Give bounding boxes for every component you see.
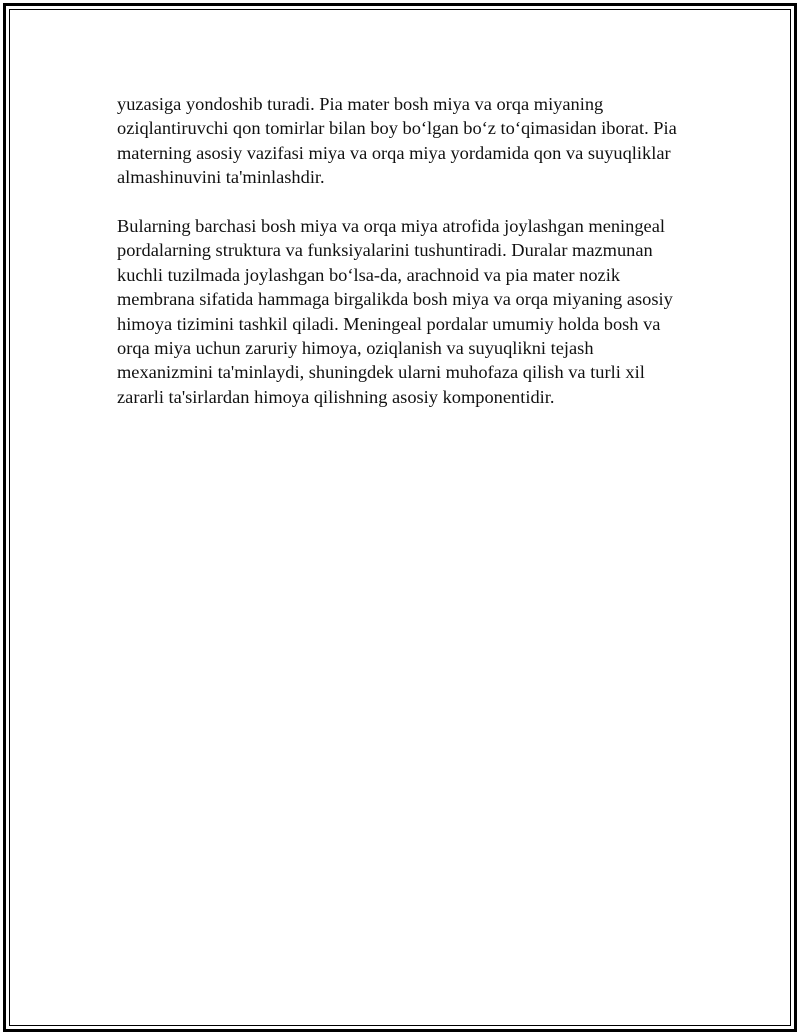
paragraph-spacer	[117, 190, 697, 214]
text-line: zararli ta'sirlardan himoya qilishning asosiy komponentidir.	[117, 386, 555, 407]
text-line: materning asosiy vazifasi miya va orqa miya yordamida qon va suyuqliklar	[117, 142, 671, 163]
text-line: himoya tizimini tashkil qiladi. Meningeal pordalar umumiy holda bosh va	[117, 313, 661, 334]
text-line: Bularning barchasi bosh miya va orqa miya atrofida joylashgan meningeal	[117, 216, 665, 237]
text-line: orqa miya uchun zaruriy himoya, oziqlanish va suyuqlikni tejash	[117, 338, 594, 359]
paragraph-1	[117, 92, 697, 190]
document-body	[117, 92, 697, 409]
text-line: yuzasiga yondoshib turadi. Pia mater bosh miya va orqa miyaning	[117, 94, 604, 114]
text-line: pordalarning struktura va funksiyalarini tushuntiradi. Duralar mazmunan	[117, 240, 653, 261]
text-line: almashinuvini ta'minlashdir.	[117, 167, 325, 188]
text-line: membrana sifatida hammaga birgalikda bosh miya va orqa miyaning asosiy	[117, 289, 673, 310]
paragraph-2	[117, 214, 697, 409]
text-line: mexanizmini ta'minlaydi, shuningdek ularni muhofaza qilish va turli xil	[117, 362, 645, 383]
text-line: oziqlantiruvchi qon tomirlar bilan boy bo‘lgan bo‘z to‘qimasidan iborat. Pia	[117, 118, 677, 139]
text-line: kuchli tuzilmada joylashgan bo‘lsa-da, arachnoid va pia mater nozik	[117, 264, 621, 285]
